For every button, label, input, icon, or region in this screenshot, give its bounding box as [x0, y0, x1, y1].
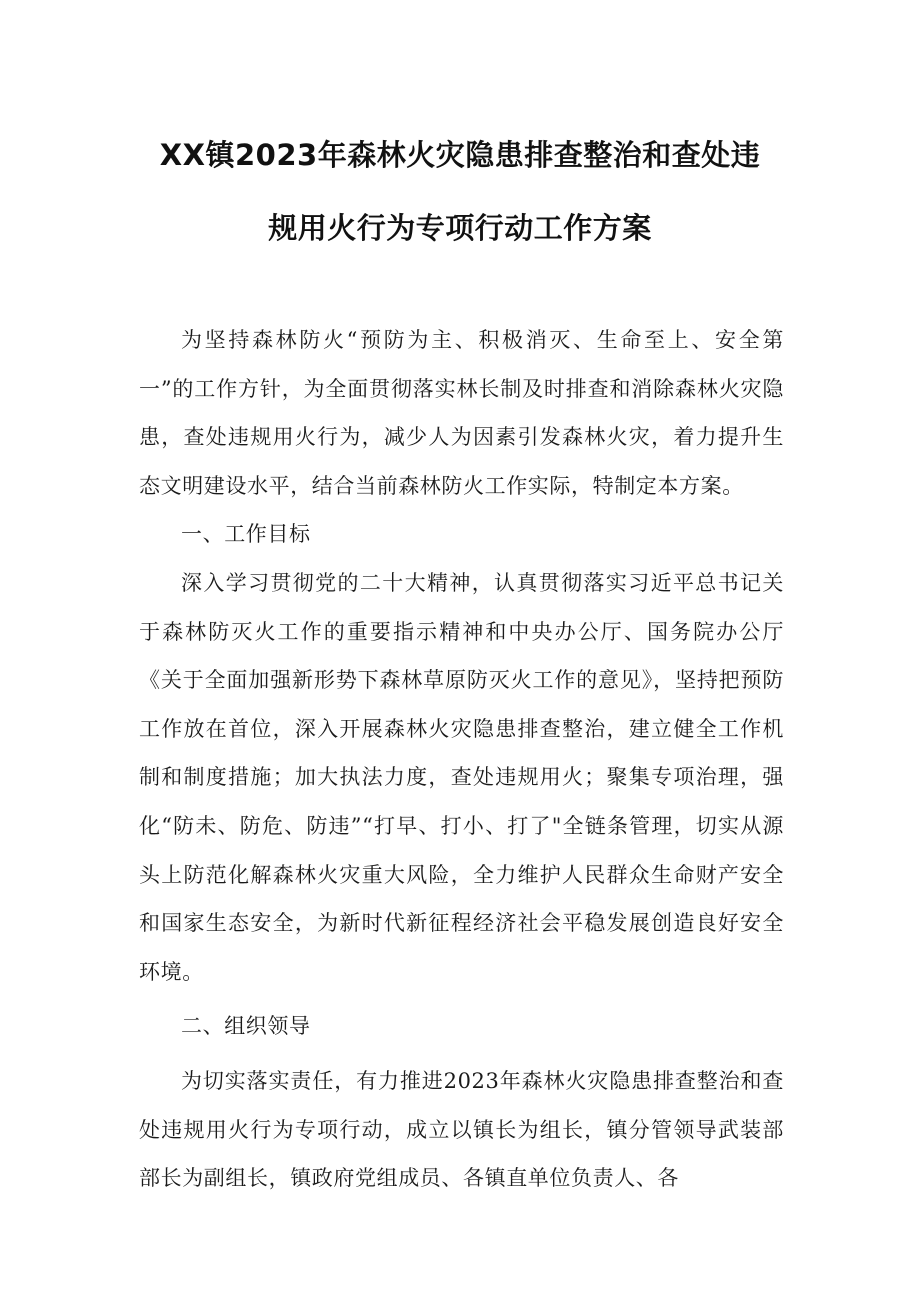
section-heading-organization: 二、组织领导 [181, 1014, 311, 1039]
goals-paragraph: 深入学习贯彻党的二十大精神，认真贯彻落实习近平总书记关于森林防灭火工作的重要指示精神和中央办公厅、国务院办公厅《关于全面加强新形势下森林草原防灭火工作的意见》，坚持把预防工作放在首位，深入开展森林火灾隐患排查整治，建立健全工作机制和制度措施；加大执法力度，查处违规用火；聚集专项治理，强化“防未、防危、防违”“打早、打小、打了"全链条管理，切实从源头上防范化解森林火灾重大风险，全力维护人民群众生命财产安全和国家生态安全，为新时代新征程经济社会平稳发展创造良好安全环境。 [139, 570, 784, 984]
intro-paragraph: 为坚持森林防火“预防为主、积极消灭、生命至上、安全第一”的工作方针，为全面贯彻落实林长制及时排查和消除森林火灾隐患，查处违规用火行为，减少人为因素引发森林火灾，着力提升生态文明建设水平，结合当前森林防火工作实际，特制定本方案。 [139, 328, 784, 498]
section-heading-goals: 一、工作目标 [181, 522, 311, 547]
document-body [139, 316, 784, 1203]
document-title-line-1: XX镇2023年森林火灾隐患排查整治和查处违 [159, 138, 761, 172]
organization-paragraph: 为切实落实责任，有力推进2023年森林火灾隐患排查整治和查处违规用火行为专项行动，成立以镇长为组长，镇分管领导武装部部长为副组长，镇政府党组成员、各镇直单位负责人、各 [139, 1068, 784, 1191]
document-title-line-2: 规用火行为专项行动工作方案 [268, 211, 652, 245]
